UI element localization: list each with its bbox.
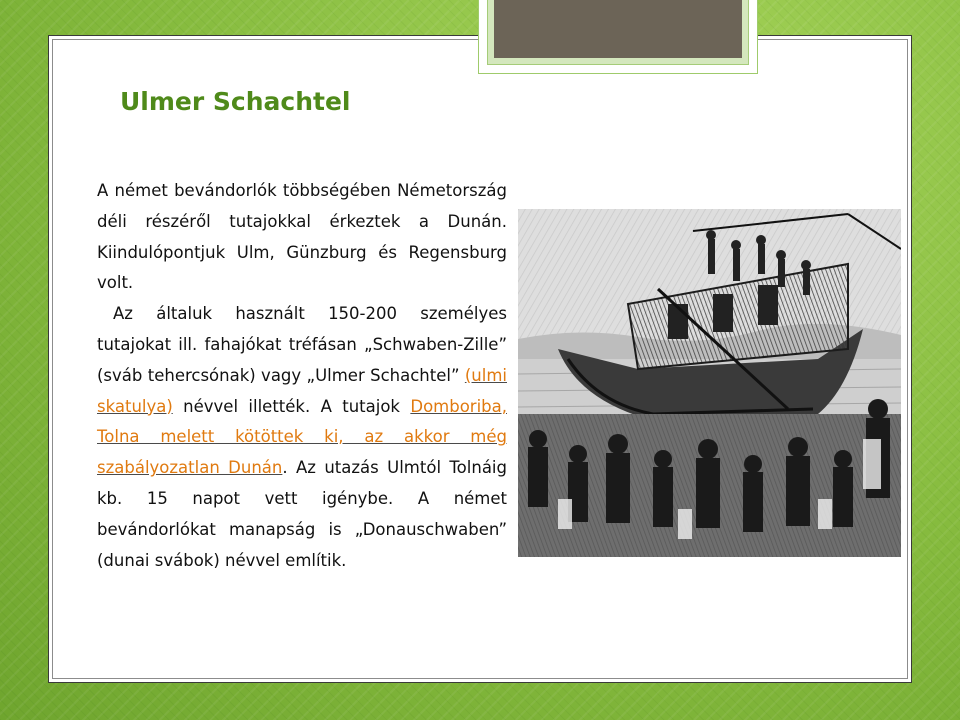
- paragraph-2-part-1: Az általuk használt 150-200 személyes tutajokat ill. fahajókat tréfásan „Schwaben-Zille” (sváb tehercsónak) vagy „Ulmer Schachtel”: [97, 304, 507, 385]
- link-ulmi-skatulya[interactable]: (ulmi skatulya): [97, 365, 507, 416]
- paragraph-1: A német bevándorlók többségében Németország déli részéről tutajokkal érkeztek a Dunán. Kiindulópontjuk Ulm, Günzburg és Regensburg volt.: [97, 181, 507, 293]
- decorative-tab: [478, 0, 758, 74]
- body-text: [97, 176, 507, 576]
- paragraph-2-part-2: névvel illették. A tutajok: [183, 396, 400, 416]
- boat-engraving-image: [518, 209, 901, 557]
- slide-title: Ulmer Schachtel: [120, 87, 351, 116]
- paragraph-2-part-3: . Az utazás Ulmtól Tolnáig kb. 15 napot vett igénybe. A német bevándorlókat manapság is „Donauschwaben” (dunai svábok) névvel említik.: [97, 458, 507, 570]
- boat-engraving-icon: [518, 209, 901, 557]
- link-domboriba[interactable]: Domboriba, Tolna melett kötöttek ki, az akkor még szabályozatlan Dunán: [97, 396, 507, 478]
